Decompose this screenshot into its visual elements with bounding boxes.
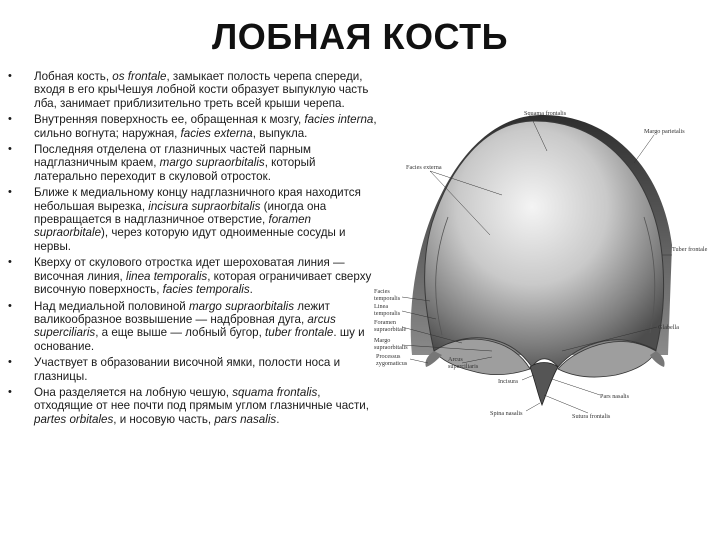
bullet-text: Ближе к медиальному концу надглазничного края находится небольшая вырезка,: [34, 186, 361, 213]
label-margo-supra-2: supraorbitalis: [374, 344, 408, 351]
bullet-item: [8, 186, 380, 253]
label-facies-temporalis-2: temporalis: [374, 295, 401, 302]
label-foramen-1: Foramen: [374, 319, 396, 326]
bullet-item: [8, 300, 380, 354]
label-foramen-2: supraorbitale: [374, 326, 407, 333]
bullet-text: , замыкает полость черепа спереди, входя в его крыЧешуя лобной кости образует выпуклую часть лба, занимает приблизительно треть всей крыши черепа.: [34, 70, 369, 110]
frontal-bone-figure: [372, 105, 712, 435]
bullet-text: лежит валикообразное возвышение — надбровная дуга,: [34, 299, 330, 326]
latin-term: foramen supraorbitale: [34, 213, 311, 240]
latin-term: tuber frontale: [265, 326, 334, 340]
label-incisura: Incisura: [498, 378, 518, 385]
bullet-text: Последняя отделена от глазничных частей парным надглазничным краем,: [34, 143, 311, 170]
bullet-text: , а еще выше — лобный бугор,: [95, 326, 266, 340]
bullet-text: .: [249, 283, 253, 297]
bullet-item: [8, 143, 380, 183]
bullet-item: [8, 256, 380, 296]
bullet-text: .: [276, 412, 280, 426]
label-pars-nasalis: Pars nasalis: [600, 393, 630, 400]
bullet-text: Участвует в образовании височной ямки, полости носа и глазницы.: [34, 356, 341, 383]
label-glabella: Glabella: [658, 324, 679, 331]
page-title: ЛОБНАЯ КОСТЬ: [212, 16, 508, 57]
bullet-text: , выпукла.: [252, 126, 308, 140]
label-facies-externa: Facies externa: [406, 164, 442, 171]
bullet-item: [8, 386, 380, 426]
latin-term: facies interna: [304, 113, 374, 127]
nasal-part: [530, 363, 558, 406]
label-sutura-frontalis: Sutura frontalis: [572, 413, 611, 420]
bullet-text: (иногда она превращается в надглазничное отверстие,: [34, 199, 327, 227]
label-linea-1: Linea: [374, 303, 389, 310]
latin-term: margo supraorbitalis: [159, 156, 265, 170]
bullet-list: [8, 70, 380, 429]
bullet-text: , и носовую часть,: [113, 412, 215, 426]
bullet-text: Внутренняя поверхность ее, обращенная к мозгу,: [34, 113, 305, 127]
latin-term: facies externa: [180, 126, 253, 140]
label-processus-1: Processus: [376, 353, 401, 360]
bullet-text: Кверху от скулового отростка идет шероховатая линия — височная линия,: [34, 256, 345, 283]
label-arcus-2: superciliaris: [448, 363, 479, 370]
latin-term: os frontale: [112, 70, 167, 83]
latin-term: linea temporalis: [126, 269, 208, 283]
bullet-text: , которая ограничивает сверху височную поверхность,: [34, 269, 372, 297]
frontal-bone-illustration: [372, 105, 712, 435]
bullet-text: . шу и основание.: [34, 326, 365, 353]
bullet-text: , сильно вогнута; наружная,: [34, 113, 377, 140]
label-facies-temporalis-1: Facies: [374, 288, 390, 295]
latin-term: arcus superciliaris: [34, 312, 336, 340]
latin-term: facies temporalis: [162, 283, 250, 297]
label-margo-parietalis: Margo parietalis: [644, 128, 685, 135]
label-margo-supra-1: Margo: [374, 337, 391, 344]
bullet-text: ), через которую идут одноименные сосуды и нервы.: [34, 226, 346, 253]
bullet-text: Она разделяется на лобную чешую,: [34, 385, 233, 399]
bullet-text: , отходящие от нее почти под прямым углом глазничные части,: [34, 385, 369, 413]
bullet-item: [8, 356, 380, 383]
label-arcus-1: Arcus: [448, 356, 463, 363]
label-tuber-frontale: Tuber frontale: [672, 246, 708, 253]
bullet-text: Над медиальной половиной: [34, 299, 190, 313]
label-squama: Squama frontalis: [524, 110, 567, 117]
bullet-text: Лобная кость,: [34, 70, 113, 83]
bullet-item: [8, 70, 380, 110]
latin-term: squama frontalis: [232, 385, 318, 399]
label-linea-2: temporalis: [374, 310, 401, 317]
latin-term: incisura supraorbitalis: [148, 199, 261, 213]
latin-term: partes orbitales: [34, 412, 114, 426]
latin-term: margo supraorbitalis: [189, 299, 295, 313]
latin-term: pars nasalis: [214, 412, 277, 426]
label-spina-nasalis: Spina nasalis: [490, 410, 523, 417]
bullet-text: , который латерально переходит в скуловой отросток.: [34, 156, 316, 183]
label-processus-2: zygomaticus: [376, 360, 408, 367]
bullet-item: [8, 113, 380, 140]
